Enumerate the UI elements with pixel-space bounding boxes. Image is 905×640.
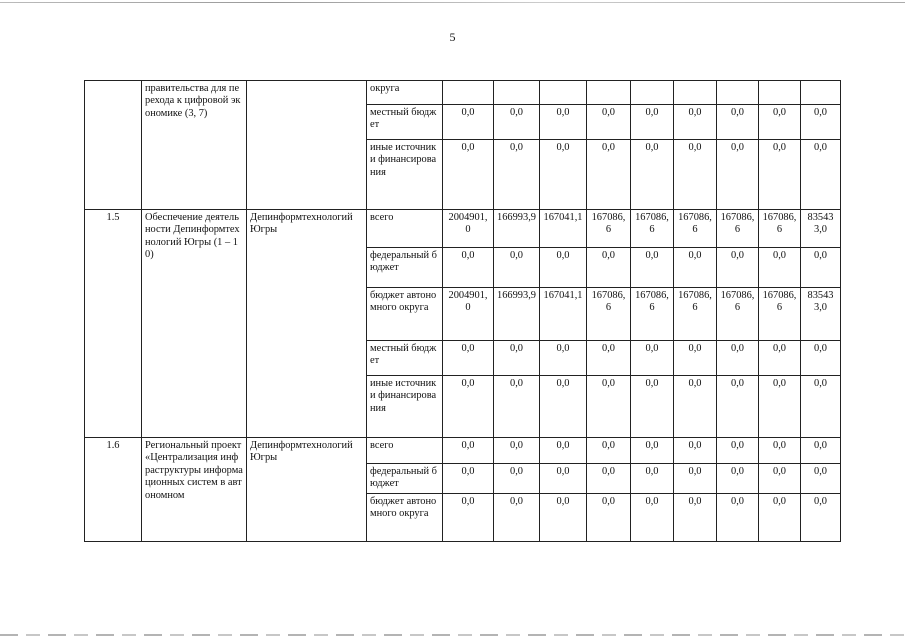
amount-cell: 0,0 xyxy=(674,341,717,376)
row-number xyxy=(85,81,142,210)
amount-cell: 166993,9 xyxy=(494,210,540,248)
amount-cell: 0,0 xyxy=(587,105,631,140)
amount-cell: 0,0 xyxy=(587,438,631,464)
funding-source: бюджет автономного округа xyxy=(367,494,443,542)
amount-cell: 0,0 xyxy=(674,248,717,288)
amount-cell xyxy=(494,81,540,105)
amount-cell: 167086,6 xyxy=(759,288,801,341)
amount-cell: 0,0 xyxy=(759,105,801,140)
amount-cell xyxy=(443,81,494,105)
amount-cell: 0,0 xyxy=(674,464,717,494)
amount-cell: 0,0 xyxy=(540,248,587,288)
amount-cell: 0,0 xyxy=(717,140,759,210)
amount-cell: 0,0 xyxy=(759,438,801,464)
amount-cell: 167086,6 xyxy=(631,210,674,248)
amount-cell: 0,0 xyxy=(494,464,540,494)
amount-cell: 0,0 xyxy=(540,105,587,140)
executor: Депинформтехнологий Югры xyxy=(247,438,367,542)
amount-cell: 0,0 xyxy=(494,438,540,464)
funding-source: федеральный бюджет xyxy=(367,248,443,288)
amount-cell: 0,0 xyxy=(587,494,631,542)
amount-cell xyxy=(717,81,759,105)
activity-name: Региональный проект «Централизация инфраструктуры информационных систем в автономном xyxy=(142,438,247,542)
amount-cell xyxy=(674,81,717,105)
amount-cell: 2004901,0 xyxy=(443,210,494,248)
table-row xyxy=(85,210,841,248)
amount-cell: 0,0 xyxy=(801,438,841,464)
amount-cell: 0,0 xyxy=(494,376,540,438)
table-row xyxy=(85,81,841,105)
amount-cell: 0,0 xyxy=(631,341,674,376)
amount-cell: 0,0 xyxy=(717,105,759,140)
amount-cell: 0,0 xyxy=(540,140,587,210)
amount-cell: 0,0 xyxy=(631,438,674,464)
amount-cell xyxy=(540,81,587,105)
funding-source: округа xyxy=(367,81,443,105)
scan-edge-top xyxy=(0,2,905,3)
amount-cell: 0,0 xyxy=(494,494,540,542)
row-number: 1.6 xyxy=(85,438,142,542)
amount-cell: 0,0 xyxy=(674,438,717,464)
amount-cell: 0,0 xyxy=(717,438,759,464)
amount-cell: 0,0 xyxy=(674,140,717,210)
amount-cell: 0,0 xyxy=(717,341,759,376)
amount-cell: 167086,6 xyxy=(631,288,674,341)
amount-cell: 167086,6 xyxy=(674,210,717,248)
budget-table xyxy=(84,80,841,542)
amount-cell: 0,0 xyxy=(801,140,841,210)
amount-cell: 0,0 xyxy=(674,376,717,438)
amount-cell: 0,0 xyxy=(494,248,540,288)
amount-cell xyxy=(801,81,841,105)
amount-cell: 167086,6 xyxy=(717,288,759,341)
amount-cell: 0,0 xyxy=(759,248,801,288)
amount-cell: 0,0 xyxy=(494,105,540,140)
amount-cell: 0,0 xyxy=(674,105,717,140)
funding-source: всего xyxy=(367,438,443,464)
amount-cell: 167086,6 xyxy=(587,210,631,248)
table-row xyxy=(85,438,841,464)
amount-cell: 0,0 xyxy=(540,376,587,438)
amount-cell: 0,0 xyxy=(631,376,674,438)
amount-cell: 0,0 xyxy=(717,376,759,438)
amount-cell: 167086,6 xyxy=(759,210,801,248)
amount-cell: 0,0 xyxy=(587,464,631,494)
amount-cell: 0,0 xyxy=(587,341,631,376)
amount-cell: 0,0 xyxy=(717,248,759,288)
amount-cell: 0,0 xyxy=(717,464,759,494)
activity-name: Обеспечение деятельности Депинформтехнологий Югры (1 – 10) xyxy=(142,210,247,438)
funding-source: местный бюджет xyxy=(367,105,443,140)
amount-cell: 0,0 xyxy=(443,248,494,288)
amount-cell: 0,0 xyxy=(759,376,801,438)
amount-cell: 0,0 xyxy=(631,494,674,542)
amount-cell: 0,0 xyxy=(494,341,540,376)
amount-cell: 0,0 xyxy=(443,376,494,438)
amount-cell: 0,0 xyxy=(587,248,631,288)
amount-cell: 2004901,0 xyxy=(443,288,494,341)
funding-source: иные источники финансирования xyxy=(367,140,443,210)
amount-cell: 167086,6 xyxy=(587,288,631,341)
amount-cell: 0,0 xyxy=(443,494,494,542)
amount-cell: 167041,1 xyxy=(540,288,587,341)
amount-cell: 167041,1 xyxy=(540,210,587,248)
amount-cell: 0,0 xyxy=(540,464,587,494)
funding-source: местный бюджет xyxy=(367,341,443,376)
scan-edge-bottom xyxy=(0,634,905,636)
amount-cell: 0,0 xyxy=(540,494,587,542)
amount-cell: 0,0 xyxy=(587,140,631,210)
executor xyxy=(247,81,367,210)
amount-cell xyxy=(759,81,801,105)
amount-cell: 0,0 xyxy=(801,494,841,542)
funding-source: бюджет автономного округа xyxy=(367,288,443,341)
amount-cell: 167086,6 xyxy=(717,210,759,248)
amount-cell: 0,0 xyxy=(494,140,540,210)
amount-cell: 166993,9 xyxy=(494,288,540,341)
amount-cell: 0,0 xyxy=(801,464,841,494)
amount-cell: 0,0 xyxy=(631,140,674,210)
amount-cell: 0,0 xyxy=(540,341,587,376)
amount-cell xyxy=(631,81,674,105)
amount-cell: 0,0 xyxy=(717,494,759,542)
amount-cell: 0,0 xyxy=(443,105,494,140)
funding-source: иные источники финансирования xyxy=(367,376,443,438)
amount-cell: 0,0 xyxy=(443,341,494,376)
amount-cell: 0,0 xyxy=(801,248,841,288)
amount-cell: 0,0 xyxy=(759,140,801,210)
amount-cell: 167086,6 xyxy=(674,288,717,341)
amount-cell: 0,0 xyxy=(759,494,801,542)
funding-source: всего xyxy=(367,210,443,248)
amount-cell: 835433,0 xyxy=(801,210,841,248)
amount-cell: 0,0 xyxy=(540,438,587,464)
amount-cell xyxy=(587,81,631,105)
amount-cell: 0,0 xyxy=(759,341,801,376)
amount-cell: 0,0 xyxy=(587,376,631,438)
amount-cell: 0,0 xyxy=(443,438,494,464)
row-number: 1.5 xyxy=(85,210,142,438)
page-number: 5 xyxy=(449,30,456,44)
amount-cell: 0,0 xyxy=(631,105,674,140)
amount-cell: 0,0 xyxy=(801,341,841,376)
funding-source: федеральный бюджет xyxy=(367,464,443,494)
amount-cell: 0,0 xyxy=(801,105,841,140)
amount-cell: 0,0 xyxy=(674,494,717,542)
amount-cell: 0,0 xyxy=(443,140,494,210)
amount-cell: 0,0 xyxy=(443,464,494,494)
amount-cell: 0,0 xyxy=(631,464,674,494)
amount-cell: 0,0 xyxy=(759,464,801,494)
activity-name: правительства для перехода к цифровой экономике (3, 7) xyxy=(142,81,247,210)
amount-cell: 835433,0 xyxy=(801,288,841,341)
executor: Депинформтехнологий Югры xyxy=(247,210,367,438)
amount-cell: 0,0 xyxy=(801,376,841,438)
amount-cell: 0,0 xyxy=(631,248,674,288)
